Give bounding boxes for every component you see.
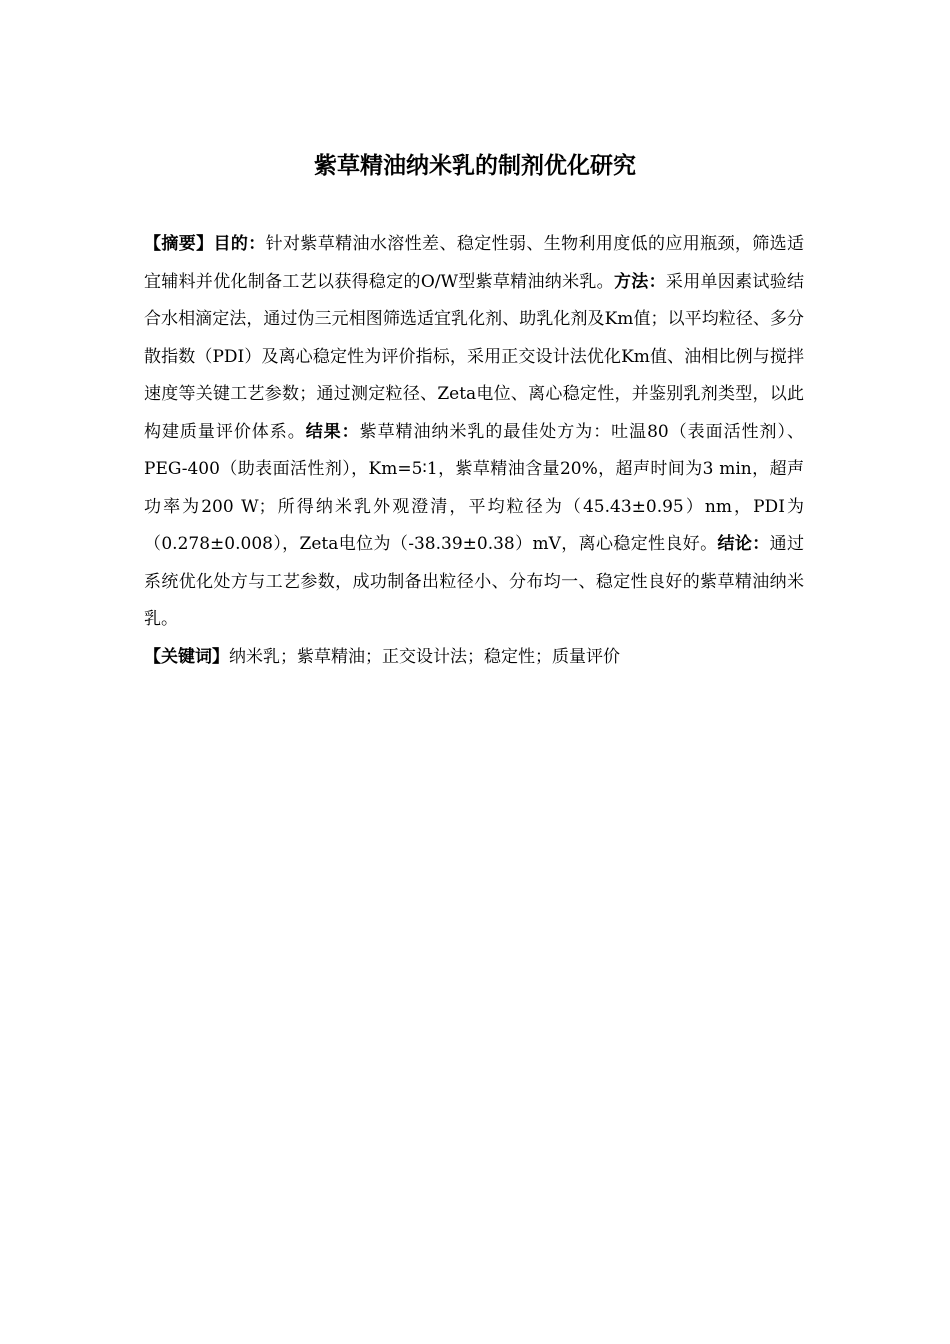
document-title: 紫草精油纳米乳的制剂优化研究 [314,153,636,179]
results-text: 紫草精油纳米乳的最佳处方为：吐温80（表面活性剂）、PEG-400（助表面活性剂），Km=5∶1，紫草精油含量20%，超声时间为3 min，超声功率为200 W；所得纳米乳外观澄清，平均粒径为（45.43±0.95）nm，PDI为（0.278±0.008），Zeta电位为（-38.39±0.38）mV，离心稳定性良好。 [144,421,804,554]
keywords-paragraph [144,639,804,677]
objective-text: 针对紫草精油水溶性差、稳定性弱、生物利用度低的应用瓶颈，筛选适宜辅料并优化制备工艺以获得稳定的O/W型紫草精油纳米乳。 [144,234,805,292]
objective-label: 目的： [213,234,266,254]
conclusion-text: 通过系统优化处方与工艺参数，成功制备出粒径小、分布均一、稳定性良好的紫草精油纳米乳。 [144,534,805,629]
keywords-text: 纳米乳；紫草精油；正交设计法；稳定性；质量评价 [229,646,620,667]
conclusion-label: 结论： [717,534,770,554]
document-body [144,226,804,676]
methods-label: 方法： [613,271,666,292]
methods-text: 采用单因素试验结合水相滴定法，通过伪三元相图筛选适宜乳化剂、助乳化剂及Km值；以平均粒径、多分散指数（PDI）及离心稳定性为评价指标，采用正交设计法优化Km值、油相比例与搅拌速度等关键工艺参数；通过测定粒径、Zeta电位、离心稳定性，并鉴别乳剂类型，以此构建质量评价体系。 [144,271,805,442]
results-label: 结果： [305,421,360,442]
abstract-label: 【摘要】 [144,234,214,254]
abstract-paragraph [144,226,804,639]
keywords-label: 【关键词】 [144,646,229,667]
